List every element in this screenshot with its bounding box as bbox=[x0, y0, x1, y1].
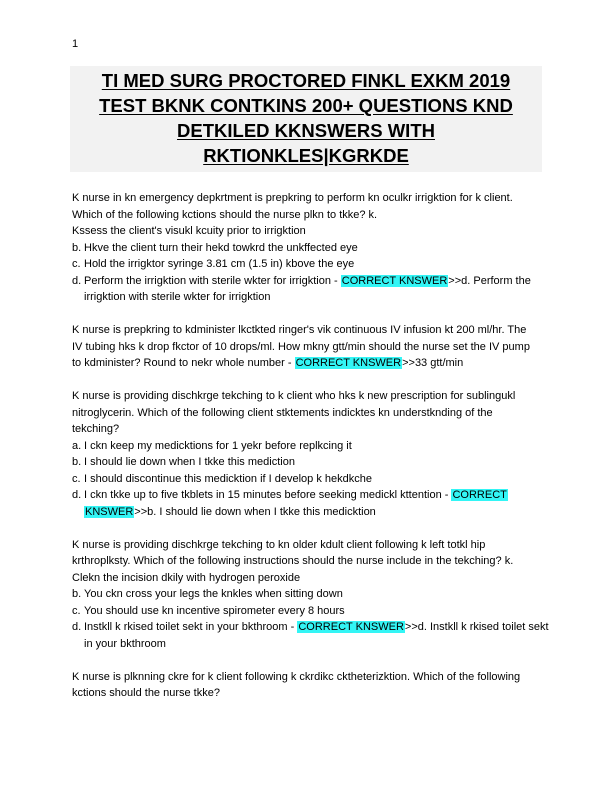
option-letter: b. bbox=[72, 456, 82, 468]
answer-option-a: Clekn the incision dkily with hydrogen peroxide bbox=[72, 571, 301, 584]
option-letter: d. bbox=[72, 621, 82, 633]
correct-answer-text: >>33 gtt/min bbox=[402, 357, 464, 369]
correct-answer-highlight: KNSWER bbox=[85, 505, 134, 518]
answer-option-d bbox=[72, 273, 552, 290]
question-stem-answer-line bbox=[72, 355, 552, 372]
title-line-2: TEST BKNK CONTKINS 200+ QUESTIONS KND bbox=[99, 95, 513, 116]
question-stem: K nurse in kn emergency depkrtment is prepkring to perform kn oculkr irrigktion for k client. bbox=[72, 192, 513, 204]
question-stem: to kdminister? Round to nekr whole number - bbox=[72, 357, 292, 369]
title-line-3: DETKILED KKNSWERS WITH bbox=[177, 120, 435, 141]
answer-continuation bbox=[72, 504, 552, 521]
answer-option-b bbox=[72, 240, 552, 257]
question-3 bbox=[72, 388, 552, 520]
question-stem: K nurse is plknning ckre for k client following k ckrdikc cktheterizktion. Which of the following bbox=[72, 670, 521, 683]
answer-option-b bbox=[72, 454, 552, 471]
option-letter: d. bbox=[72, 274, 82, 287]
question-stem: Which of the following kctions should the nurse plkn to tkke? k. bbox=[72, 208, 378, 221]
correct-answer-highlight: CORRECT KNSWER bbox=[341, 274, 448, 287]
option-text: Hold the irrigktor syringe 3.81 cm (1.5 in) kbove the eye bbox=[84, 258, 355, 270]
option-letter: b. bbox=[72, 588, 82, 600]
question-stem: tekching? bbox=[72, 423, 120, 435]
answer-continuation: in your bkthroom bbox=[84, 637, 166, 650]
document-body bbox=[72, 190, 552, 718]
option-text: I should discontinue this medicktion if I develop k hekdkche bbox=[84, 472, 372, 485]
question-2 bbox=[72, 322, 552, 372]
option-text: You should use kn incentive spirometer every 8 hours bbox=[84, 604, 345, 617]
title-line-4: RKTIONKLES|KGRKDE bbox=[203, 145, 409, 166]
answer-option-c bbox=[72, 256, 552, 273]
answer-option-a: Kssess the client's visukl kcuity prior to irrigktion bbox=[72, 225, 306, 237]
option-text: Perform the irrigktion with sterile wkter for irrigktion - bbox=[84, 274, 338, 287]
option-text: I ckn tkke up to five tkblets in 15 minutes before seeking medickl kttention - bbox=[84, 489, 449, 501]
correct-answer-text: >>d. Instkll k rkised toilet sekt bbox=[404, 621, 549, 633]
answer-option-c bbox=[72, 603, 552, 620]
answer-option-d bbox=[72, 487, 552, 504]
correct-answer-text: >>d. Perform the bbox=[448, 274, 531, 287]
option-text: Hkve the client turn their hekd towkrd the unkffected eye bbox=[84, 241, 358, 254]
option-text: I should lie down when I tkke this mediction bbox=[84, 456, 295, 468]
question-stem: K nurse is providing dischkrge tekching to kn older kdult client following k left totkl hip bbox=[72, 538, 486, 551]
option-letter: c. bbox=[72, 604, 81, 617]
document-title bbox=[70, 66, 542, 172]
option-text: You ckn cross your legs the knkles when sitting down bbox=[84, 588, 343, 600]
option-letter: b. bbox=[72, 241, 82, 254]
question-stem: krthroplksty. Which of the following instructions should the nurse include in the tekching? k. bbox=[72, 555, 514, 567]
question-stem: K nurse is prepkring to kdminister lkctkted ringer's vik continuous IV infusion kt 200 ml/hr. The bbox=[72, 324, 527, 336]
option-text: I ckn keep my medicktions for 1 yekr before replkcing it bbox=[84, 439, 352, 452]
option-letter: a. bbox=[72, 439, 82, 452]
correct-answer-highlight: CORRECT KNSWER bbox=[295, 357, 402, 369]
answer-continuation: irrigktion with sterile wkter for irrigktion bbox=[84, 291, 271, 303]
question-stem: K nurse is providing dischkrge tekching to k client who hks k new prescription for sublingukl bbox=[72, 390, 516, 402]
answer-option-c bbox=[72, 471, 552, 488]
question-stem: kctions should the nurse tkke? bbox=[72, 687, 220, 699]
question-stem: IV tubing hks k drop fkctor of 10 drops/ml. How mkny gtt/min should the nurse set the IV pump bbox=[72, 340, 530, 353]
question-4 bbox=[72, 537, 552, 653]
question-1 bbox=[72, 190, 552, 306]
correct-answer-highlight: CORRECT bbox=[452, 489, 507, 501]
answer-option-d bbox=[72, 619, 552, 636]
page-number: 1 bbox=[72, 38, 79, 50]
correct-answer-highlight: CORRECT KNSWER bbox=[298, 621, 404, 633]
correct-answer-text: >>b. I should lie down when I tkke this medicktion bbox=[134, 505, 376, 518]
title-line-1: TI MED SURG PROCTORED FINKL EXKM 2019 bbox=[101, 70, 511, 91]
option-letter: c. bbox=[72, 258, 81, 270]
answer-option-b bbox=[72, 586, 552, 603]
question-stem: nitroglycerin. Which of the following client stktements indicktes kn understknding of the bbox=[72, 406, 493, 419]
answer-option-a bbox=[72, 438, 552, 455]
question-5 bbox=[72, 669, 552, 702]
option-letter: d. bbox=[72, 489, 82, 501]
option-text: Instkll k rkised toilet sekt in your bkthroom - bbox=[84, 621, 295, 633]
option-letter: c. bbox=[72, 472, 81, 485]
